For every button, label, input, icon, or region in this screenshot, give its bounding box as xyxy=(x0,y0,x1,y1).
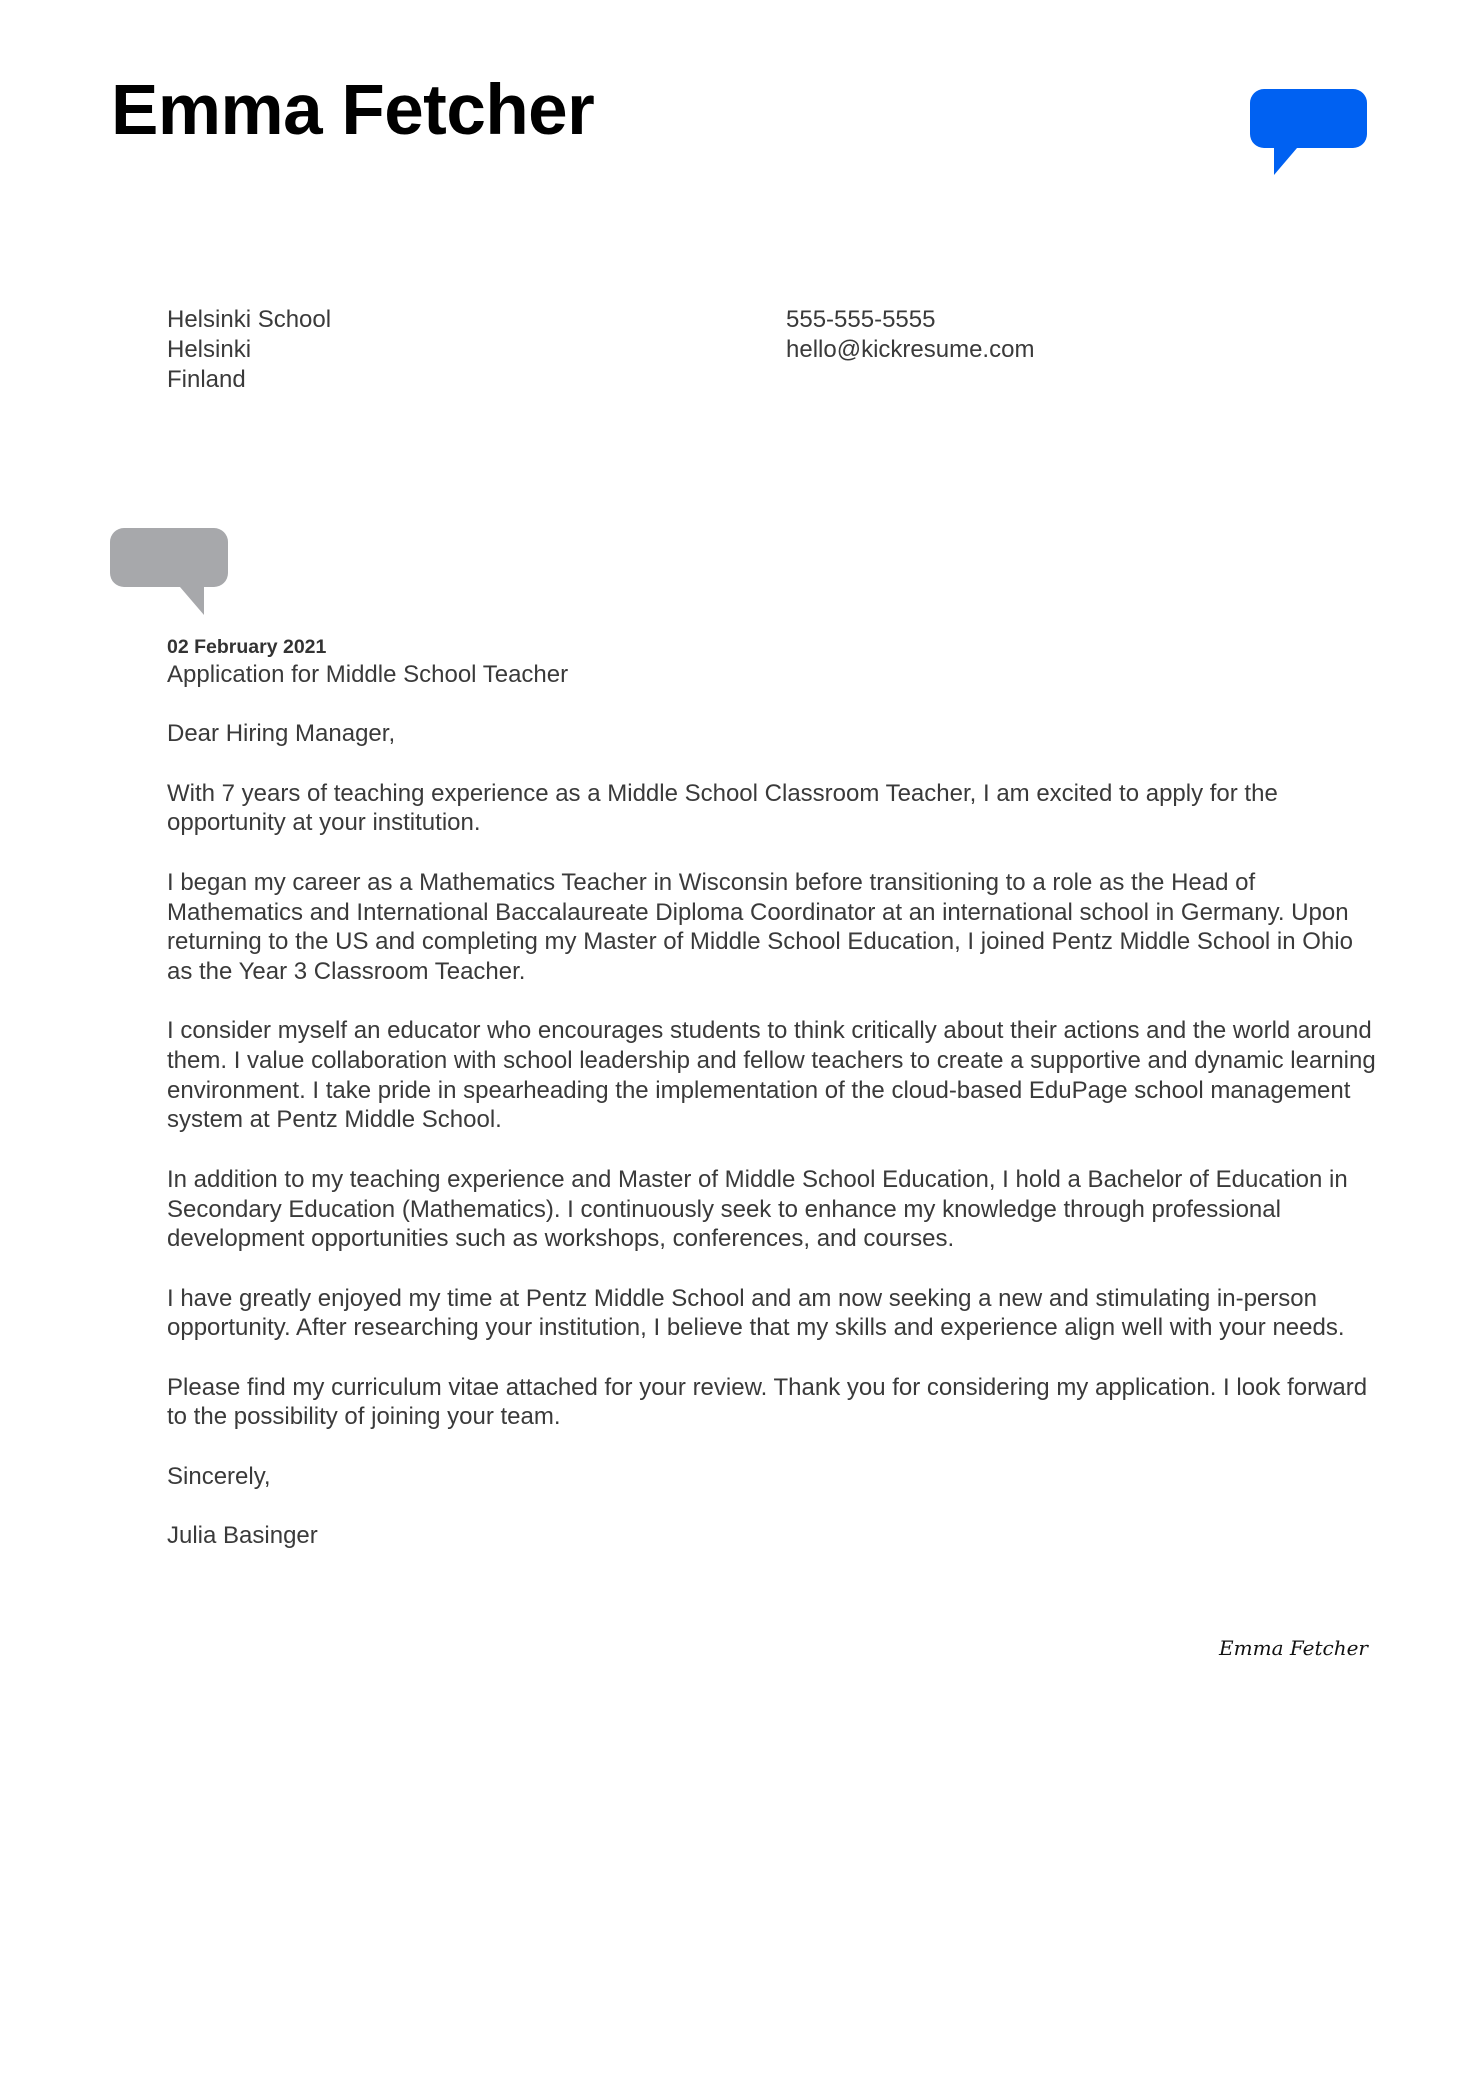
letter-date: 02 February 2021 xyxy=(167,636,327,658)
letter-paragraph: I consider myself an educator who encourages students to think critically about their actions and the world around them. I value collaboration with school leadership and fellow teachers to create a supportive and dynamic learning environment. I take pride in spearheading the implementation of the cloud-based EduPage school management system at Pentz Middle School. xyxy=(167,1017,1376,1134)
page-title: Emma Fetcher xyxy=(111,71,595,150)
letter-subject: Application for Middle School Teacher xyxy=(167,661,569,688)
speech-bubble-icon xyxy=(1250,89,1367,175)
speech-bubble-icon xyxy=(110,528,228,615)
phone-number: 555-555-5555 xyxy=(786,306,936,333)
contact-info xyxy=(786,305,1034,365)
recipient-country: Finland xyxy=(167,366,246,393)
letter-paragraph: With 7 years of teaching experience as a Middle School Classroom Teacher, I am excited to apply for the opportunity at your institution. xyxy=(167,779,1278,837)
letter-paragraph: I began my career as a Mathematics Teacher in Wisconsin before transitioning to a role as the Head of Mathematics and International Baccalaureate Diploma Coordinator at an international school in Germany. Upon returning to the US and completing my Master of Middle School Education, I joined Pentz Middle School in Ohio as the Year 3 Classroom Teacher. xyxy=(167,868,1353,985)
signature: Emma Fetcher xyxy=(1219,1636,1368,1660)
recipient-address xyxy=(167,305,331,395)
email-address: hello@kickresume.com xyxy=(786,336,1035,363)
letter-sender: Julia Basinger xyxy=(167,1522,318,1550)
recipient-school: Helsinki School xyxy=(167,306,332,333)
letter-paragraph: I have greatly enjoyed my time at Pentz Middle School and am now seeking a new and stimulating in-person opportunity. After researching your institution, I believe that my skills and experience align well with your needs. xyxy=(167,1284,1345,1342)
letter-paragraph: In addition to my teaching experience and Master of Middle School Education, I hold a Bachelor of Education in Secondary Education (Mathematics). I continuously seek to enhance my knowledge through professional development opportunities such as workshops, conferences, and courses. xyxy=(167,1165,1348,1253)
letter-body xyxy=(167,634,1377,1581)
recipient-city: Helsinki xyxy=(167,336,252,363)
letter-salutation: Dear Hiring Manager, xyxy=(167,720,396,748)
letter-paragraph: Please find my curriculum vitae attached for your review. Thank you for considering my application. I look forward to the possibility of joining your team. xyxy=(167,1373,1368,1431)
letter-closing: Sincerely, xyxy=(167,1462,271,1490)
